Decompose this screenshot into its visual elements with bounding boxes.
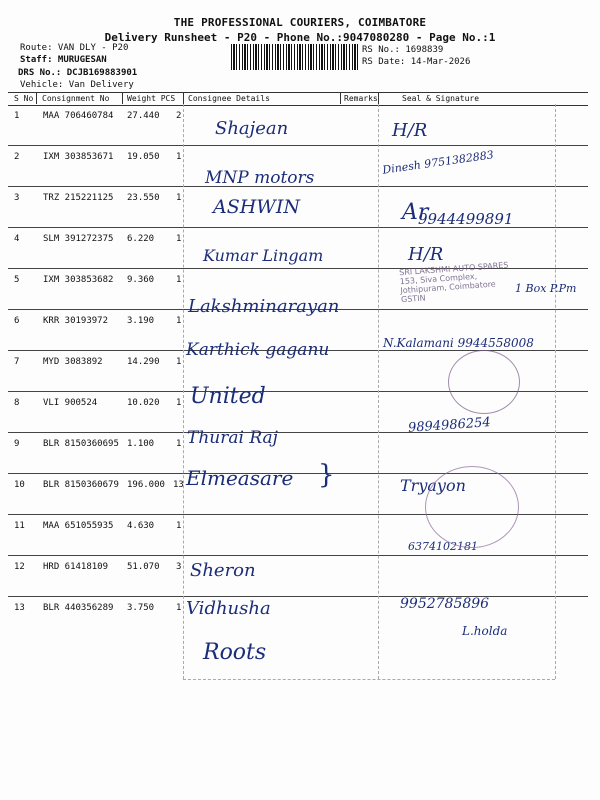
rs-number: RS No.: 1698839: [362, 45, 444, 55]
table-row: [8, 555, 588, 597]
row-weight: 4.630: [127, 521, 155, 531]
row-sno: 6: [14, 316, 20, 326]
staff-label: Staff: MURUGESAN: [20, 55, 107, 65]
row-consignment: MYD 3083892: [43, 357, 103, 367]
row-pcs: 1: [176, 603, 182, 613]
row-pcs: 2: [176, 111, 182, 121]
row-consignment: TRZ 215221125: [43, 193, 114, 203]
row-pcs: 3: [176, 562, 182, 572]
row-sno: 3: [14, 193, 20, 203]
row-weight: 23.550: [127, 193, 160, 203]
handwritten-note: 1 Box P.Pm: [515, 282, 577, 295]
column-guide: [378, 104, 379, 679]
row-weight: 10.020: [127, 398, 160, 408]
vehicle-label: Vehicle: Van Delivery: [20, 80, 134, 90]
handwritten-scribble: Ar: [402, 200, 429, 225]
route-label: Route: VAN DLY - P20: [20, 43, 129, 53]
handwritten-signature: 9944499891: [418, 210, 514, 228]
runsheet-title: Delivery Runsheet - P20 - Phone No.:9047080280 - Page No.:1: [104, 31, 496, 44]
row-consignment: BLR 8150360679: [43, 480, 119, 490]
row-sno: 2: [14, 152, 20, 162]
row-pcs: 1: [176, 439, 182, 449]
handwritten-consignee: Kumar Lingam: [203, 246, 324, 265]
handwritten-signature: Dinesh 9751382883: [381, 148, 495, 177]
row-sno: 4: [14, 234, 20, 244]
row-sno: 10: [14, 480, 25, 490]
handwritten-signature: H/R: [408, 244, 444, 265]
col-divider: [122, 92, 123, 104]
table-row: [8, 432, 588, 474]
round-stamp: [448, 350, 520, 414]
row-pcs: 1: [176, 357, 182, 367]
col-consignment: Consignment No: [42, 94, 110, 103]
row-pcs: 1: [176, 234, 182, 244]
handwritten-consignee: Karthick gaganu: [186, 340, 330, 360]
row-consignment: KRR 30193972: [43, 316, 109, 326]
row-consignment: BLR 8150360695: [43, 439, 119, 449]
row-pcs: 1: [176, 316, 182, 326]
col-consignee: Consignee Details: [188, 94, 270, 103]
table-bottom-guide: [183, 679, 555, 680]
row-sno: 8: [14, 398, 20, 408]
row-weight: 196.000: [127, 480, 165, 490]
column-guide: [183, 104, 184, 679]
handwritten-consignee: Shajean: [215, 118, 289, 139]
handwritten-consignee: ASHWIN: [213, 196, 300, 218]
row-sno: 7: [14, 357, 20, 367]
barcode-image: [231, 44, 359, 70]
handwritten-consignee: Lakshminarayan: [188, 296, 340, 317]
row-consignment: VLI 900524: [43, 398, 98, 408]
row-consignment: SLM 391272375: [43, 234, 114, 244]
row-sno: 13: [14, 603, 25, 613]
row-consignment: MAA 706460784: [43, 111, 114, 121]
row-consignment: BLR 440356289: [43, 603, 114, 613]
row-sno: 5: [14, 275, 20, 285]
row-pcs: 1: [176, 275, 182, 285]
row-consignment: IXM 303853671: [43, 152, 114, 162]
handwritten-scribble: Tryayon: [400, 476, 466, 495]
row-weight: 3.750: [127, 603, 155, 613]
column-guide: [555, 104, 556, 679]
row-weight: 3.190: [127, 316, 155, 326]
handwritten-consignee: MNP motors: [205, 168, 315, 188]
row-consignment: IXM 303853682: [43, 275, 114, 285]
company-title: THE PROFESSIONAL COURIERS, COIMBATORE: [173, 16, 427, 29]
handwritten-brace: }: [318, 460, 335, 490]
drs-number: DRS No.: DCJB169883901: [18, 68, 138, 78]
col-remarks: Remarks: [344, 94, 378, 103]
row-consignment: HRD 61418109: [43, 562, 109, 572]
handwritten-signature: N.Kalamani 9944558008: [383, 336, 534, 350]
row-consignment: MAA 651055935: [43, 521, 114, 531]
row-weight: 51.070: [127, 562, 160, 572]
row-sno: 1: [14, 111, 20, 121]
col-divider: [340, 92, 341, 104]
row-pcs: 1: [176, 521, 182, 531]
row-pcs: 1: [176, 152, 182, 162]
table-row: [8, 104, 588, 146]
rs-date: RS Date: 14-Mar-2026: [362, 57, 471, 67]
col-divider: [378, 92, 379, 104]
row-sno: 11: [14, 521, 25, 531]
handwritten-consignee: Vidhusha: [186, 598, 271, 619]
row-sno: 9: [14, 439, 20, 449]
row-pcs: 13: [173, 480, 184, 490]
row-pcs: 1: [176, 398, 182, 408]
row-weight: 19.050: [127, 152, 160, 162]
row-pcs: 1: [176, 193, 182, 203]
row-weight: 6.220: [127, 234, 155, 244]
handwritten-signature: L.holda: [462, 624, 508, 638]
handwritten-consignee: Sheron: [190, 560, 256, 581]
col-divider: [183, 92, 184, 104]
handwritten-consignee: United: [190, 384, 266, 409]
shop-stamp: SRI LAKSHMI AUTO SPARES 153, Siva Complex, Jothipuram, Coimbatore GSTIN: [398, 260, 509, 305]
handwritten-consignee: Elmeasare: [186, 466, 294, 490]
col-sno: S No: [14, 94, 34, 103]
col-seal: Seal & Signature: [402, 94, 480, 103]
handwritten-consignee: Thurai Raj: [187, 428, 278, 448]
row-weight: 1.100: [127, 439, 155, 449]
row-weight: 14.290: [127, 357, 160, 367]
round-stamp: [425, 466, 519, 548]
row-sno: 12: [14, 562, 25, 572]
handwritten-signature: 9894986254: [407, 415, 492, 436]
handwritten-note-roots: Roots: [203, 640, 267, 665]
col-divider: [36, 92, 37, 104]
handwritten-signature: 6374102181: [408, 540, 478, 553]
row-weight: 27.440: [127, 111, 160, 121]
col-weight-pcs: Weight PCS: [127, 94, 176, 103]
handwritten-signature: H/R: [392, 120, 428, 141]
handwritten-signature: 9952785896: [400, 596, 490, 612]
row-weight: 9.360: [127, 275, 155, 285]
